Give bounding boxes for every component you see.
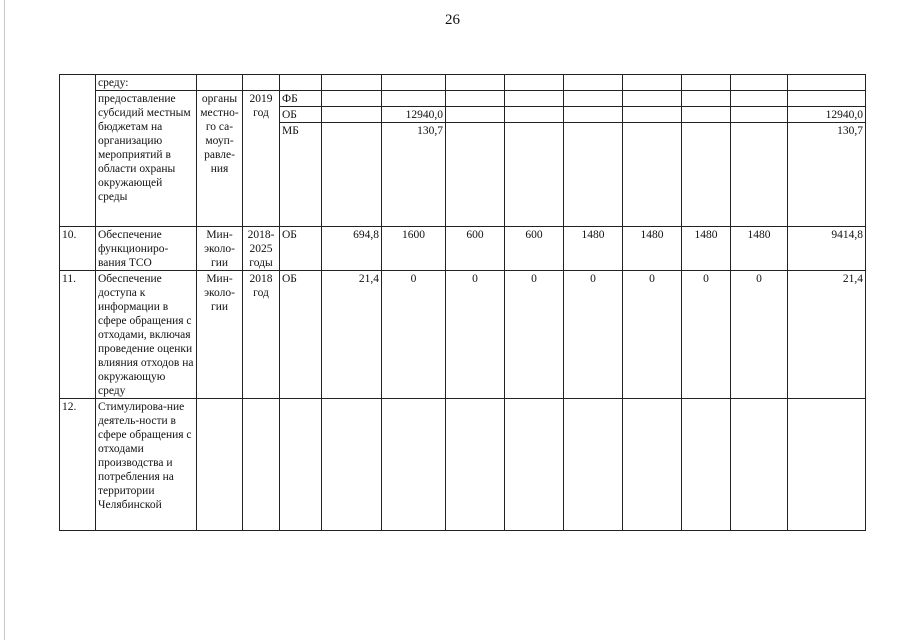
funding-source: ОБ <box>280 271 322 399</box>
value-2019: 12940,0 <box>382 107 446 123</box>
value-2022: 1480 <box>564 227 623 271</box>
value-2025: 1480 <box>731 227 788 271</box>
period-cell: 2018 год <box>243 271 280 399</box>
funding-source: МБ <box>280 123 322 227</box>
total-value <box>788 91 866 107</box>
measure-description: Стимулирова-ние деятель-ности в сфере обращения с отходами производства и потребления на территории Челябинской <box>96 399 197 531</box>
value-2018 <box>322 399 382 531</box>
period-cell <box>243 399 280 531</box>
executor-cell: Мин-эколо-гии <box>197 227 243 271</box>
value-2020: 600 <box>446 227 505 271</box>
funding-source: ФБ <box>280 91 322 107</box>
funding-source: ОБ <box>280 227 322 271</box>
value-2019 <box>382 399 446 531</box>
executor-cell: органы местно-го са-моуп-равле-ния <box>197 91 243 227</box>
executor-cell: Мин-эколо-гии <box>197 271 243 399</box>
period-cell: 2019 год <box>243 91 280 227</box>
value-2018: 694,8 <box>322 227 382 271</box>
funding-source: ОБ <box>280 107 322 123</box>
value-2019 <box>382 91 446 107</box>
value-2025 <box>731 399 788 531</box>
value-2021: 600 <box>505 227 564 271</box>
value-2024 <box>682 399 731 531</box>
total-value: 9414,8 <box>788 227 866 271</box>
measure-description: Обеспечение доступа к информации в сфере обращения с отходами, включая проведение оценки влияния отходов на окружающую среду <box>96 271 197 399</box>
row-number: 11. <box>60 271 96 399</box>
row-number-cell <box>60 75 96 227</box>
funding-source <box>280 399 322 531</box>
executor-cell <box>197 399 243 531</box>
value-2024: 0 <box>682 271 731 399</box>
value-2019: 130,7 <box>382 123 446 227</box>
program-measures-table <box>59 74 866 531</box>
value-2018: 21,4 <box>322 271 382 399</box>
table-row-continuation <box>60 75 866 91</box>
value-2023 <box>623 399 682 531</box>
table-row <box>60 271 866 399</box>
value-2020 <box>446 399 505 531</box>
value-2022 <box>564 399 623 531</box>
value-2020: 0 <box>446 271 505 399</box>
period-cell: 2018-2025 годы <box>243 227 280 271</box>
total-value: 130,7 <box>788 123 866 227</box>
page-margin-rule <box>4 0 5 640</box>
row-number: 12. <box>60 399 96 531</box>
measure-description: предоставление субсидий местным бюджетам на организацию мероприятий в области охраны окружающей среды <box>96 91 197 227</box>
table-row <box>60 227 866 271</box>
total-value: 21,4 <box>788 271 866 399</box>
value-2019: 0 <box>382 271 446 399</box>
value-2023: 0 <box>623 271 682 399</box>
table-row-subsidy-fb <box>60 91 866 107</box>
page-number: 26 <box>445 12 460 28</box>
measure-description: среду: <box>96 75 197 91</box>
measure-description: Обеспечение функциониро-вания ТСО <box>96 227 197 271</box>
value-2021 <box>505 399 564 531</box>
value-2022: 0 <box>564 271 623 399</box>
value-2025: 0 <box>731 271 788 399</box>
total-value <box>788 399 866 531</box>
value-2023: 1480 <box>623 227 682 271</box>
total-value: 12940,0 <box>788 107 866 123</box>
value-2024: 1480 <box>682 227 731 271</box>
value-2019: 1600 <box>382 227 446 271</box>
row-number: 10. <box>60 227 96 271</box>
value-2021: 0 <box>505 271 564 399</box>
table-row <box>60 399 866 531</box>
